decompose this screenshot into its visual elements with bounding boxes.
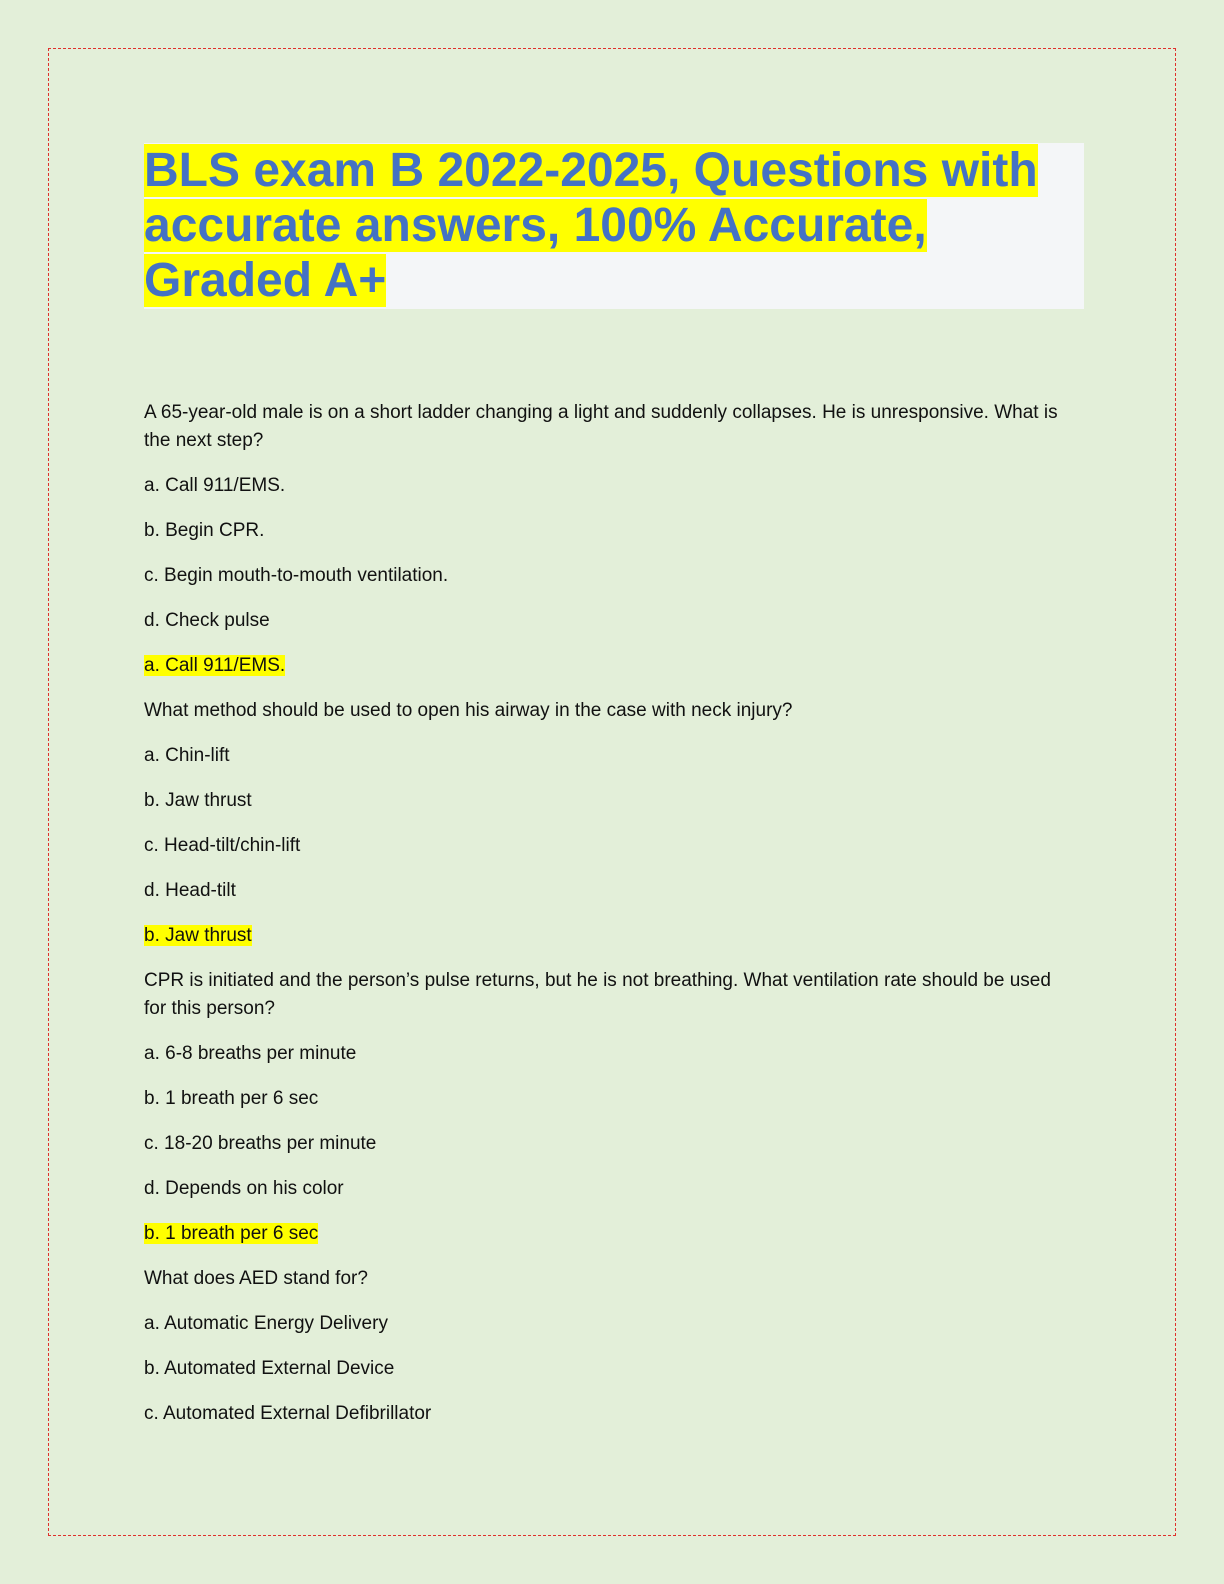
question-text: What method should be used to open his airway in the case with neck injury?	[144, 700, 793, 721]
option-text: a. Automatic Energy Delivery	[144, 1313, 388, 1334]
answer-text: b. Jaw thrust	[144, 925, 252, 946]
answer-line	[144, 1220, 1074, 1248]
option-text: c. 18-20 breaths per minute	[144, 1133, 377, 1154]
option-text: d. Head-tilt	[144, 880, 236, 901]
answer-line	[144, 922, 1074, 950]
option-text: d. Depends on his color	[144, 1178, 344, 1199]
option-text: c. Automated External Defibrillator	[144, 1403, 432, 1424]
option-text: d. Check pulse	[144, 610, 270, 631]
question-text: A 65-year-old male is on a short ladder changing a light and suddenly collapses. He is unresponsive. What is the next step?	[144, 402, 1058, 451]
option-text: a. Chin-lift	[144, 745, 230, 766]
document-title	[144, 143, 1084, 308]
question-text: CPR is initiated and the person’s pulse returns, but he is not breathing. What ventilation rate should be used for this person?	[144, 970, 1051, 1019]
title-block	[144, 143, 1084, 309]
answer-line	[144, 652, 1074, 680]
option-text: c. Begin mouth-to-mouth ventilation.	[144, 565, 449, 586]
option-text: b. Jaw thrust	[144, 790, 252, 811]
option-text: b. Automated External Device	[144, 1358, 395, 1379]
option-text: b. Begin CPR.	[144, 520, 265, 541]
option-text: a. Call 911/EMS.	[144, 475, 286, 496]
option-text: b. 1 breath per 6 sec	[144, 1088, 319, 1109]
option-text: c. Head-tilt/chin-lift	[144, 835, 301, 856]
answer-text: b. 1 breath per 6 sec	[144, 1223, 319, 1244]
option-text: a. 6-8 breaths per minute	[144, 1043, 357, 1064]
document-body	[144, 399, 1074, 1445]
question-text: What does AED stand for?	[144, 1268, 368, 1289]
answer-text: a. Call 911/EMS.	[144, 655, 286, 676]
document-title-text: BLS exam B 2022-2025, Questions with accurate answers, 100% Accurate, Graded A+	[144, 144, 1038, 307]
